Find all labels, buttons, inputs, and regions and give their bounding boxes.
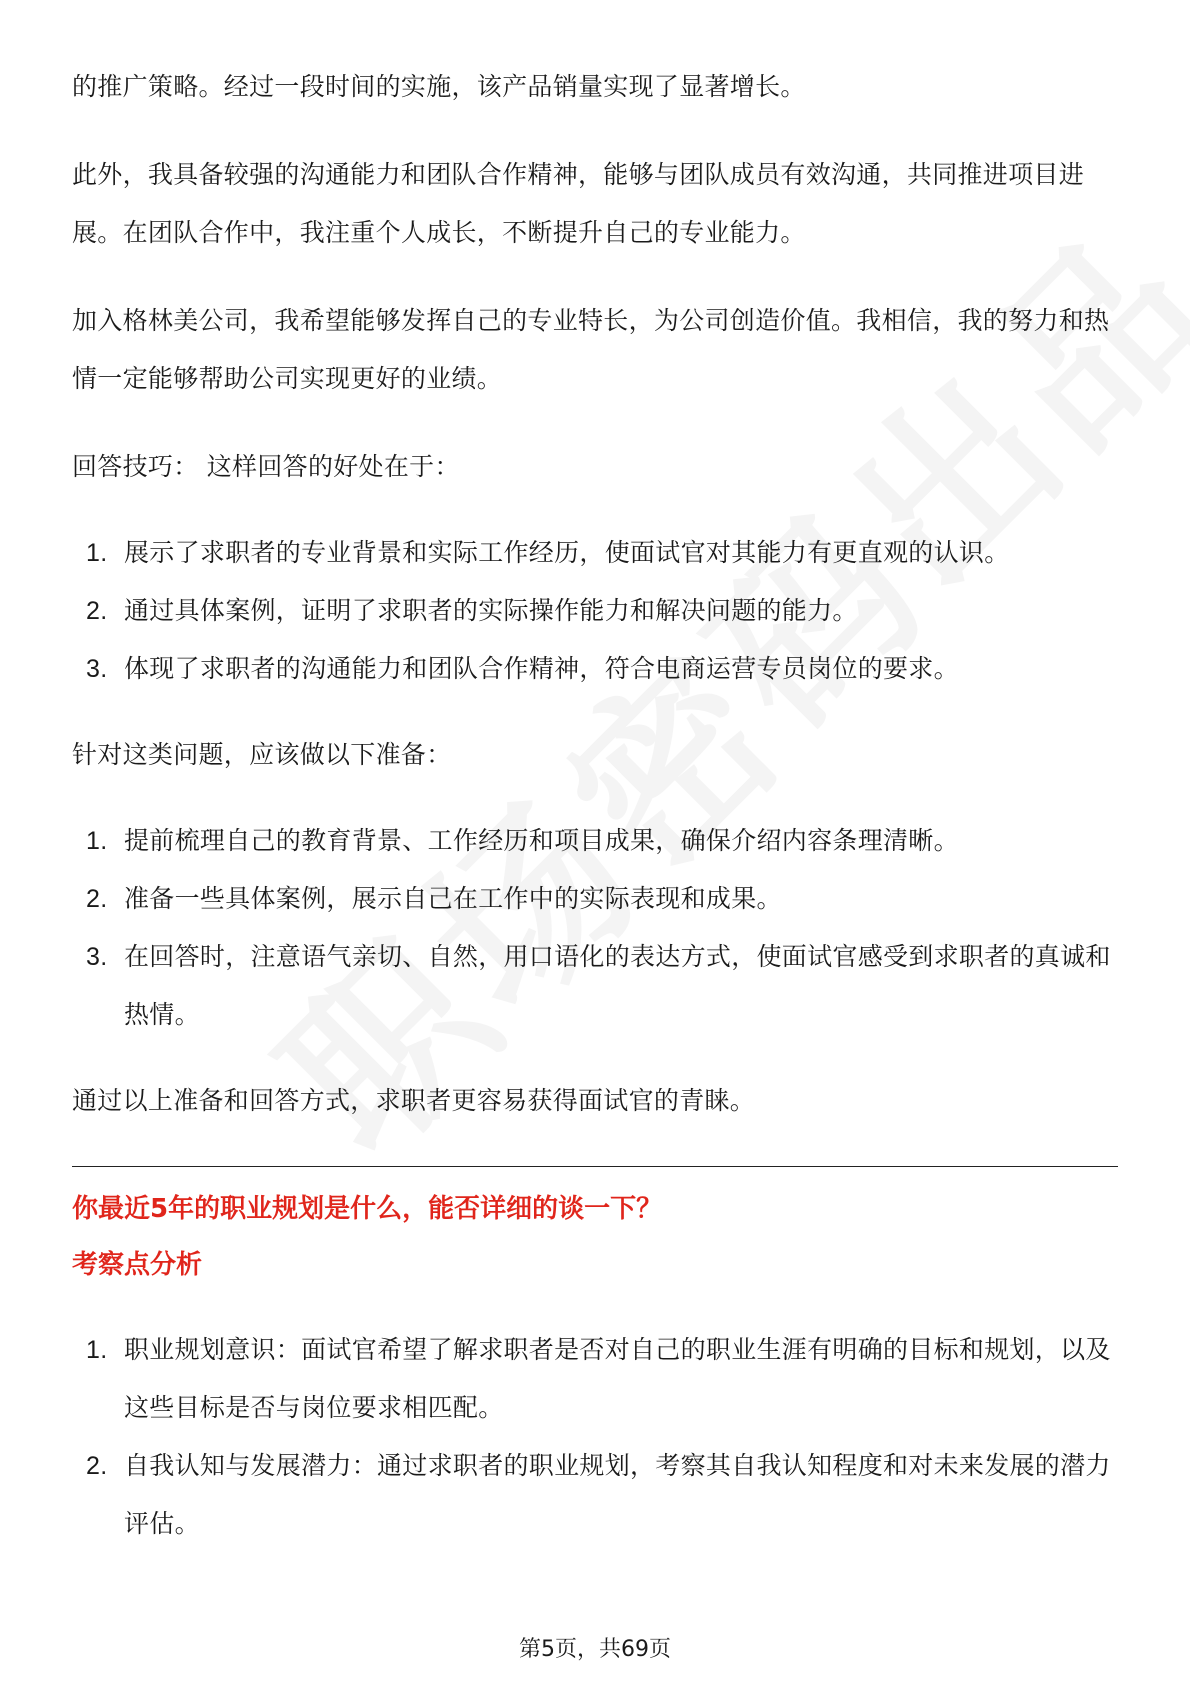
paragraph: 加入格林美公司，我希望能够发挥自己的专业特长，为公司创造价值。我相信，我的努力和热情一定能够帮助公司实现更好的业绩。 — [72, 306, 1110, 393]
list-item — [72, 812, 1118, 870]
list-number: 2. — [86, 597, 108, 625]
list-number: 2. — [86, 1452, 108, 1480]
list-item — [72, 582, 1118, 640]
list-item — [72, 1437, 1118, 1553]
list-number: 3. — [86, 655, 108, 683]
list-number: 1. — [86, 1336, 108, 1364]
tips-list — [72, 524, 1118, 698]
prep-intro: 针对这类问题，应该做以下准备： — [72, 740, 452, 769]
list-item — [72, 524, 1118, 582]
list-item-text: 职业规划意识：面试官希望了解求职者是否对自己的职业生涯有明确的目标和规划，以及这些目标是否与岗位要求相匹配。 — [124, 1335, 1111, 1422]
list-item-text: 自我认知与发展潜力：通过求职者的职业规划，考察其自我认知程度和对未来发展的潜力评估。 — [124, 1451, 1111, 1538]
list-number: 1. — [86, 827, 108, 855]
closing-paragraph: 通过以上准备和回答方式，求职者更容易获得面试官的青睐。 — [72, 1086, 756, 1115]
list-item — [72, 870, 1118, 928]
list-item-text: 准备一些具体案例，展示自己在工作中的实际表现和成果。 — [124, 884, 782, 913]
list-number: 1. — [86, 539, 108, 567]
answer-tips-label: 回答技巧： 这样回答的好处在于： — [72, 452, 460, 481]
list-number: 2. — [86, 885, 108, 913]
prep-list — [72, 812, 1118, 1044]
list-item-text: 体现了求职者的沟通能力和团队合作精神，符合电商运营专员岗位的要求。 — [124, 654, 959, 683]
paragraph: 的推广策略。经过一段时间的实施，该产品销量实现了显著增长。 — [72, 72, 806, 101]
list-item-text: 展示了求职者的专业背景和实际工作经历，使面试官对其能力有更直观的认识。 — [124, 538, 1010, 567]
analysis-heading: 考察点分析 — [72, 1250, 203, 1280]
list-item-text: 通过具体案例，证明了求职者的实际操作能力和解决问题的能力。 — [124, 596, 858, 625]
list-item — [72, 928, 1118, 1044]
interview-question: 你最近5年的职业规划是什么，能否详细的谈一下？ — [72, 1194, 663, 1224]
list-item-text: 在回答时，注意语气亲切、自然，用口语化的表达方式，使面试官感受到求职者的真诚和热情。 — [124, 942, 1111, 1029]
paragraph: 此外，我具备较强的沟通能力和团队合作精神，能够与团队成员有效沟通，共同推进项目进展。在团队合作中，我注重个人成长，不断提升自己的专业能力。 — [72, 160, 1085, 247]
list-item — [72, 640, 1118, 698]
list-item — [72, 1321, 1118, 1437]
analysis-list — [72, 1321, 1118, 1553]
list-item-text: 提前梳理自己的教育背景、工作经历和项目成果，确保介绍内容条理清晰。 — [124, 826, 959, 855]
list-number: 3. — [86, 943, 108, 971]
page-number: 第5页，共69页 — [519, 1637, 671, 1662]
page-content — [72, 58, 1118, 1553]
